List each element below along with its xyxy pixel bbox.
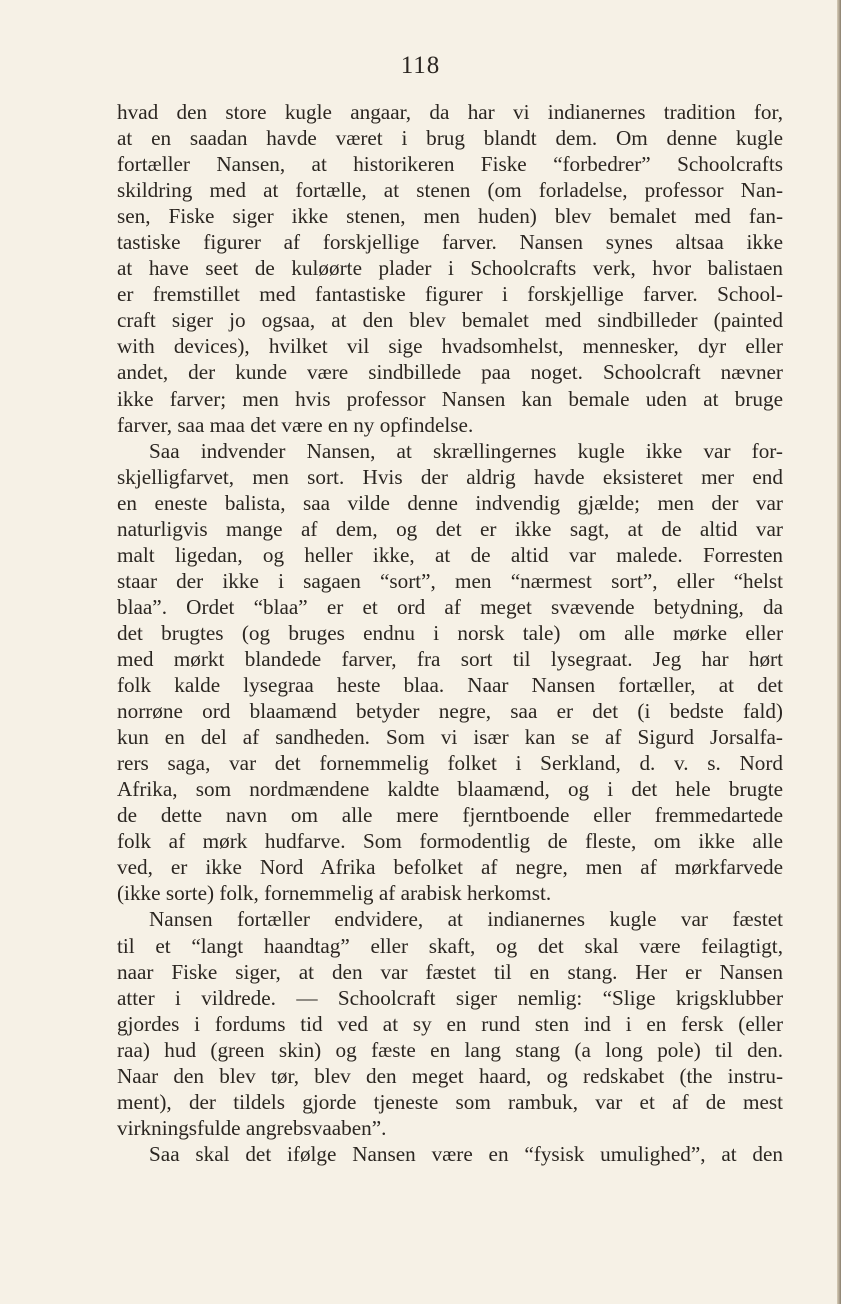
text-line: gjordes i fordums tid ved at sy en rund sten ind i en fersk (eller	[117, 1011, 783, 1036]
text-line: folk af mørk hudfarve. Som formodentlig de fleste, om ikke alle	[117, 829, 783, 854]
text-line: ikke farver; men hvis professor Nansen kan bemale uden at bruge	[117, 386, 783, 411]
text-line: tastiske figurer af forskjellige farver. Nansen synes altsaa ikke	[117, 230, 783, 255]
text-line: raa) hud (green skin) og fæste en lang stang (a long pole) til den.	[117, 1037, 783, 1062]
text-line: skjelligfarvet, men sort. Hvis der aldrig havde eksisteret mer end	[117, 464, 783, 489]
body-text	[117, 99, 783, 1167]
text-line: Saa skal det ifølge Nansen være en “fysisk umulighed”, at den	[149, 1141, 783, 1166]
text-line: rers saga, var det fornemmelig folket i Serkland, d. v. s. Nord	[117, 751, 783, 776]
text-line: naar Fiske siger, at den var fæstet til en stang. Her er Nansen	[117, 959, 783, 984]
text-line: Saa indvender Nansen, at skrællingernes kugle ikke var for-	[149, 438, 783, 463]
text-line: med mørkt blandede farver, fra sort til lysegraat. Jeg har hørt	[117, 646, 783, 671]
text-line: hvad den store kugle angaar, da har vi indianernes tradition for,	[117, 100, 783, 124]
text-line: craft siger jo ogsaa, at den blev bemalet med sindbilleder (painted	[117, 308, 783, 333]
text-line: andet, der kunde være sindbillede paa noget. Schoolcraft nævner	[117, 360, 783, 385]
text-line: blaa”. Ordet “blaa” er et ord af meget svævende betydning, da	[117, 594, 783, 619]
text-line: det brugtes (og bruges endnu i norsk tale) om alle mørke eller	[117, 620, 783, 645]
text-line: til et “langt haandtag” eller skaft, og det skal være feilagtigt,	[117, 933, 783, 958]
text-line: at have seet de kuløørte plader i Schoolcrafts verk, hvor balistaen	[117, 256, 783, 281]
text-line: Naar den blev tør, blev den meget haard, og redskabet (the instru-	[117, 1063, 783, 1088]
text-line: fortæller Nansen, at historikeren Fiske “forbedrer” Schoolcrafts	[117, 152, 783, 177]
text-line: at en saadan havde været i brug blandt dem. Om denne kugle	[117, 126, 783, 151]
page-edge	[837, 0, 841, 1304]
text-line: skildring med at fortælle, at stenen (om forladelse, professor Nan-	[117, 178, 783, 203]
page-number: 118	[400, 52, 441, 79]
text-line: naturligvis mange af dem, og det er ikke sagt, at de altid var	[117, 516, 783, 541]
text-line: er fremstillet med fantastiske figurer i forskjellige farver. School-	[117, 282, 783, 307]
text-line: Nansen fortæller endvidere, at indianernes kugle var fæstet	[149, 907, 783, 932]
text-line: sen, Fiske siger ikke stenen, men huden) blev bemalet med fan-	[117, 204, 783, 229]
text-line: farver, saa maa det være en ny opfindelse.	[117, 412, 474, 437]
text-line: kun en del af sandheden. Som vi især kan se af Sigurd Jorsalfa-	[117, 725, 783, 750]
text-line: staar der ikke i sagaen “sort”, men “nærmest sort”, eller “helst	[117, 568, 783, 593]
text-line: virkningsfulde angrebsvaaben”.	[117, 1115, 387, 1140]
text-line: atter i vildrede. — Schoolcraft siger nemlig: “Slige krigsklubber	[117, 985, 783, 1010]
text-line: (ikke sorte) folk, fornemmelig af arabisk herkomst.	[117, 881, 552, 906]
text-line: ved, er ikke Nord Afrika befolket af negre, men af mørkfarvede	[117, 855, 783, 880]
text-line: norrøne ord blaamænd betyder negre, saa er det (i bedste fald)	[117, 699, 783, 724]
text-line: Afrika, som nordmændene kaldte blaamænd, og i det hele brugte	[117, 777, 783, 802]
text-line: with devices), hvilket vil sige hvadsomhelst, mennesker, dyr eller	[117, 334, 783, 359]
text-line: de dette navn om alle mere fjerntboende eller fremmedartede	[117, 803, 783, 828]
text-line: malt ligedan, og heller ikke, at de altid var malede. Forresten	[117, 542, 783, 567]
text-line: ment), der tildels gjorde tjeneste som rambuk, var et af de mest	[117, 1089, 783, 1114]
text-line: folk kalde lysegraa heste blaa. Naar Nansen fortæller, at det	[117, 673, 783, 698]
text-line: en eneste balista, saa vilde denne indvendig gjælde; men der var	[117, 490, 783, 515]
